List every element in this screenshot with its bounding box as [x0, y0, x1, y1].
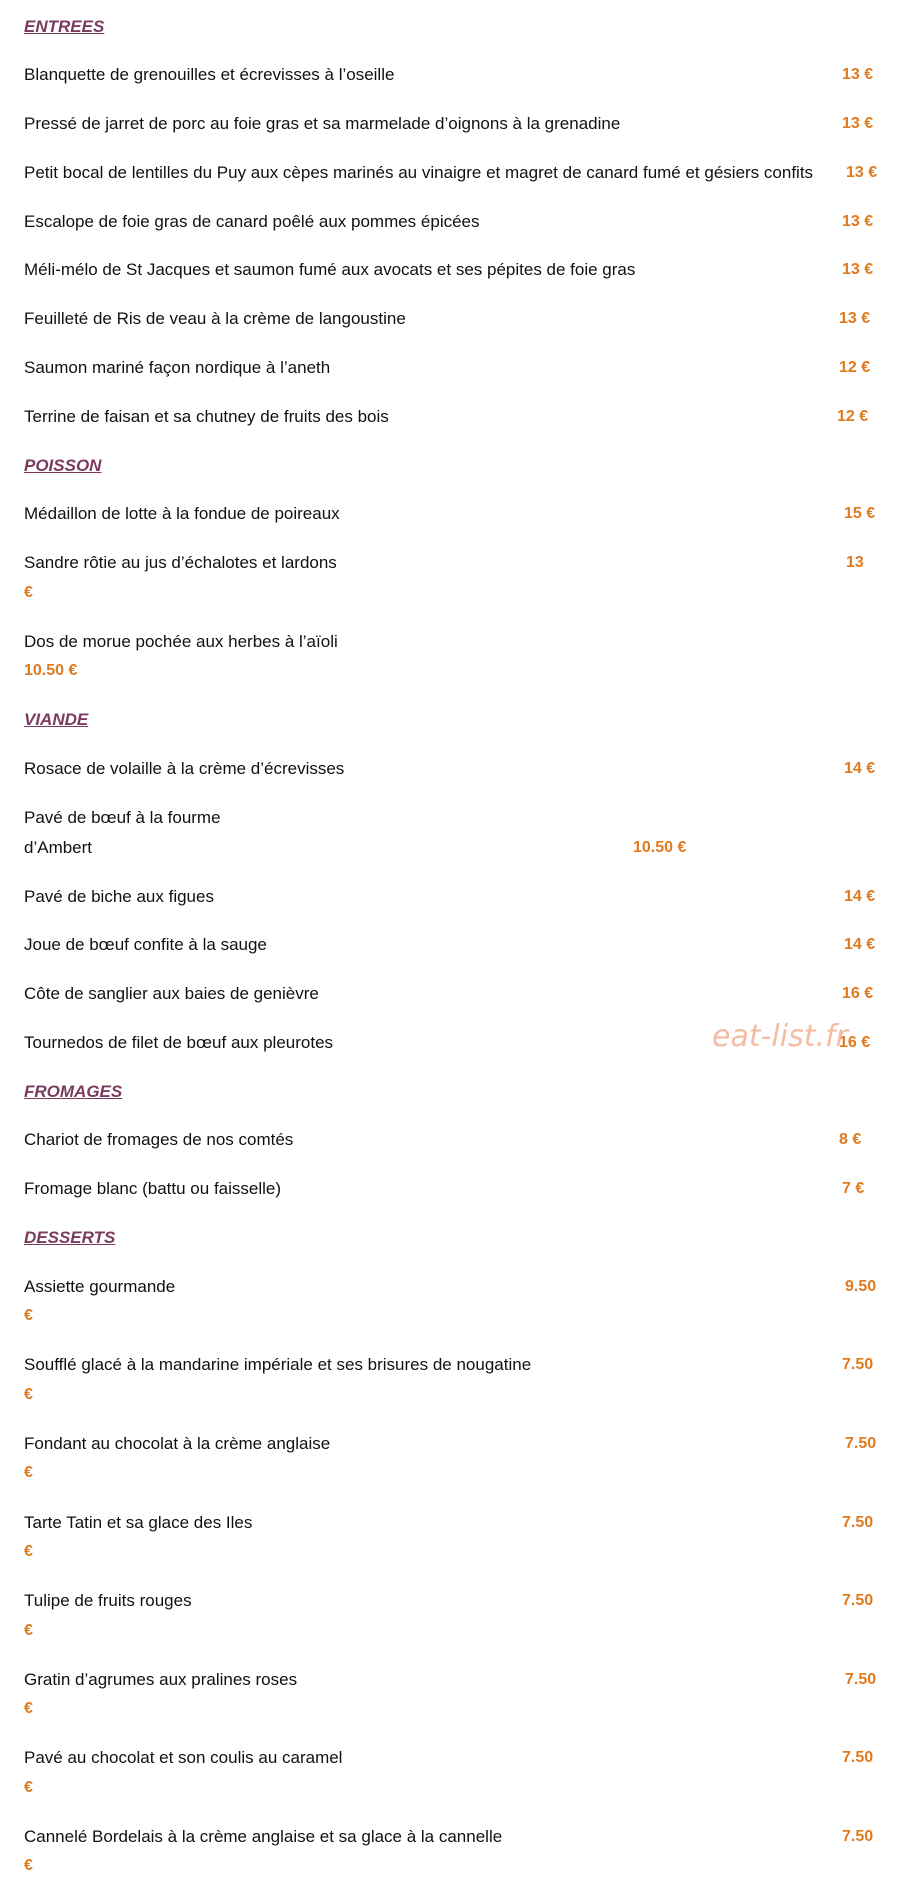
- menu-item-price: 14 €: [844, 936, 876, 953]
- menu-item-name: Saumon mariné façon nordique à l’aneth: [24, 358, 331, 377]
- menu-item-price-currency: €: [24, 1464, 33, 1481]
- menu-item-name: Pressé de jarret de porc au foie gras et sa marmelade d’oignons à la grenadine: [24, 114, 621, 133]
- menu-item-name: Soufflé glacé à la mandarine impériale et ses brisures de nougatine: [24, 1355, 532, 1374]
- menu-item-price: 12 €: [837, 408, 869, 425]
- menu-item-name: Terrine de faisan et sa chutney de fruits des bois: [24, 407, 389, 426]
- menu-item-price-currency: €: [24, 584, 33, 601]
- menu-item-price: 10.50 €: [24, 662, 78, 679]
- menu-item-name: Pavé de bœuf à la fourme: [24, 808, 221, 827]
- menu-item-name: Pavé au chocolat et son coulis au caramel: [24, 1748, 343, 1767]
- menu-item-price: 13 €: [842, 66, 874, 83]
- menu-item-price-currency: €: [24, 1386, 33, 1403]
- menu-item-price: 13: [846, 554, 864, 571]
- menu-item-name: Pavé de biche aux figues: [24, 887, 214, 906]
- menu-item-name: Rosace de volaille à la crème d’écrevisses: [24, 759, 345, 778]
- menu-item-name: Fondant au chocolat à la crème anglaise: [24, 1434, 331, 1453]
- menu-item-name: Cannelé Bordelais à la crème anglaise et sa glace à la cannelle: [24, 1827, 503, 1846]
- menu-item-price: 9.50: [845, 1278, 877, 1295]
- menu-item-price: 8 €: [839, 1131, 862, 1148]
- menu-item-price-currency: €: [24, 1779, 33, 1796]
- menu-item-price: 13 €: [846, 164, 878, 181]
- menu-item-price-currency: €: [24, 1622, 33, 1639]
- menu-item-price: 13 €: [842, 115, 874, 132]
- menu-item-name: Tournedos de filet de bœuf aux pleurotes: [24, 1033, 334, 1052]
- menu-item-name: Médaillon de lotte à la fondue de poireaux: [24, 504, 340, 523]
- menu-item-price: 13 €: [842, 261, 874, 278]
- menu-item-price: 12 €: [839, 359, 871, 376]
- menu-item-price-currency: €: [24, 1700, 33, 1717]
- watermark: eat-list.fr: [712, 1019, 848, 1054]
- menu-item-price: 7.50: [842, 1592, 874, 1609]
- menu-item-name: Méli-mélo de St Jacques et saumon fumé aux avocats et ses pépites de foie gras: [24, 260, 636, 279]
- menu-item-price: 13 €: [842, 213, 874, 230]
- menu-item-name: Côte de sanglier aux baies de genièvre: [24, 984, 319, 1003]
- menu-item-price: 7.50: [842, 1514, 874, 1531]
- menu-item-price: 7.50: [845, 1435, 877, 1452]
- menu-item-price: 10.50 €: [633, 839, 687, 856]
- menu-item-price: 7 €: [842, 1180, 865, 1197]
- menu-item-name: Joue de bœuf confite à la sauge: [24, 935, 267, 954]
- menu-item-name: Fromage blanc (battu ou faisselle): [24, 1179, 282, 1198]
- menu-item-name: Tarte Tatin et sa glace des Iles: [24, 1513, 253, 1532]
- menu-item-price: 7.50: [842, 1828, 874, 1845]
- menu-item-name: Petit bocal de lentilles du Puy aux cèpes marinés au vinaigre et magret de canard fumé et gésiers confits: [24, 163, 814, 182]
- menu-item-name: Assiette gourmande: [24, 1277, 176, 1296]
- menu-item-price: 16 €: [842, 985, 874, 1002]
- section-heading-entrees: ENTREES: [24, 17, 105, 36]
- menu-item-name: Feuilleté de Ris de veau à la crème de langoustine: [24, 309, 406, 328]
- menu-item-name: Dos de morue pochée aux herbes à l’aïoli: [24, 632, 338, 651]
- menu-item-name: Gratin d’agrumes aux pralines roses: [24, 1670, 298, 1689]
- menu-item-price: 7.50: [842, 1356, 874, 1373]
- menu-item-price-currency: €: [24, 1857, 33, 1874]
- menu-item-name: Sandre rôtie au jus d’échalotes et lardons: [24, 553, 337, 572]
- menu-item-price-currency: €: [24, 1307, 33, 1324]
- section-heading-viande: VIANDE: [24, 710, 89, 729]
- menu-item-price: 15 €: [844, 505, 876, 522]
- menu-item-price: 14 €: [844, 888, 876, 905]
- menu-item-price: 7.50: [842, 1749, 874, 1766]
- menu-item-name: Chariot de fromages de nos comtés: [24, 1130, 294, 1149]
- menu-item-name: Tulipe de fruits rouges: [24, 1591, 192, 1610]
- menu-item-name: Blanquette de grenouilles et écrevisses à l’oseille: [24, 65, 395, 84]
- menu-item-price: 16 €: [839, 1034, 871, 1051]
- menu-item-price: 13 €: [839, 310, 871, 327]
- section-heading-poisson: POISSON: [24, 456, 102, 475]
- section-heading-desserts: DESSERTS: [24, 1228, 116, 1247]
- section-heading-fromages: FROMAGES: [24, 1082, 123, 1101]
- menu-item-price: 14 €: [844, 760, 876, 777]
- menu-item-name: Escalope de foie gras de canard poêlé aux pommes épicées: [24, 212, 480, 231]
- menu-item-price: 7.50: [845, 1671, 877, 1688]
- menu-item-price-currency: €: [24, 1543, 33, 1560]
- menu-item-name-continued: d’Ambert: [24, 838, 93, 857]
